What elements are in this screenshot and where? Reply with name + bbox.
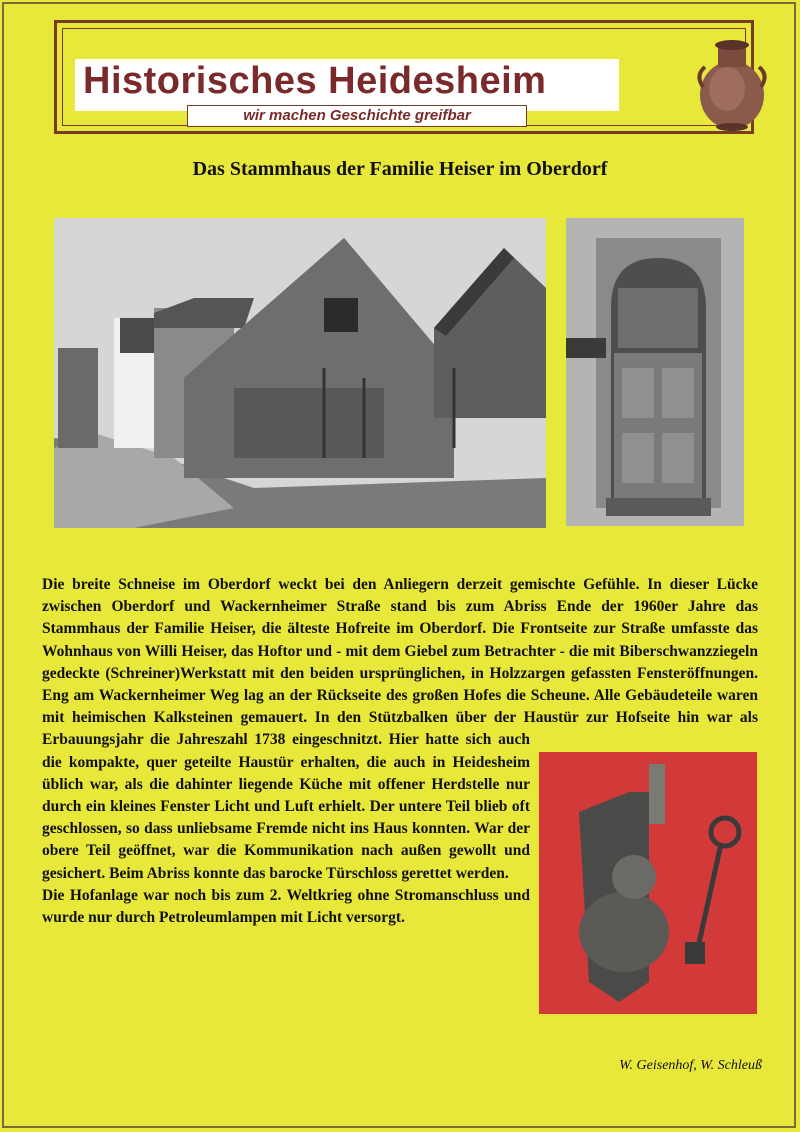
banner-subtitle-box (187, 105, 527, 127)
page-title: Das Stammhaus der Familie Heiser im Oberdorf (192, 158, 608, 180)
site-subtitle: wir machen Geschichte greifbar (243, 107, 471, 124)
article-paragraph-1: Die breite Schneise im Oberdorf weckt bei den Anliegern derzeit gemischte Gefühle. In dieser Lücke zwischen Oberdorf und Wackernheimer Straße stand bis zum Abriss Ende der 1960er Jahre das Stammhaus der Familie Heiser, die älteste Hofreite im Oberdorf. Die Frontseite zur Straße umfasste das Wohnhaus von Willi Heiser, das Hoftor und - mit dem Giebel zum Betrachter - die mit Biberschwanzziegeln gedeckte (Schreiner)Werkstatt mit den beiden ursprünglichen, in Holzzargen gefassten Fensteröffnungen. Eng am Wackernheimer Weg lag an der Rückseite des großen Hofes die Scheune. Alle Gebäudeteile waren mit heimischen Kalksteinen gemauert. In den Stützbalken über der Haustür zur Hofseite hin war als Erbauungsjahr die Jahreszahl 1738 eingeschnitzt. Hier hatte sich auch die kompakte, quer geteilte Haustür erhalten, die auch in Heidesheim üblich war, als die dahinter liegende Küche mit offener Herdstelle nur durch ein kleines Fenster Licht und Luft erhielt. Der untere Teil blieb oft geschlossen, so dass unliebsame Fremde nicht ins Haus konnten. War der obere Teil geöffnet, war die Kommunikation nach außen gewollt und gesichert. Beim Abriss konnte das barocke Türschloss gerettet werden. (42, 576, 758, 882)
street-house-photo (54, 218, 546, 528)
site-title: Historisches Heidesheim (83, 60, 547, 102)
lock-photo-space (540, 744, 758, 1030)
authors: W. Geisenhof, W. Schleuß (619, 1058, 762, 1073)
door-photo (566, 218, 744, 526)
article-paragraph-2: Die Hofanlage war noch bis zum 2. Weltkrieg ohne Stromanschluss und wurde nur durch Petroleumlampen mit Licht versorgt. (42, 886, 530, 927)
article-body (42, 574, 758, 1030)
banner-title-box (75, 59, 619, 111)
header-banner (54, 20, 754, 134)
clay-jug-icon (693, 37, 771, 133)
